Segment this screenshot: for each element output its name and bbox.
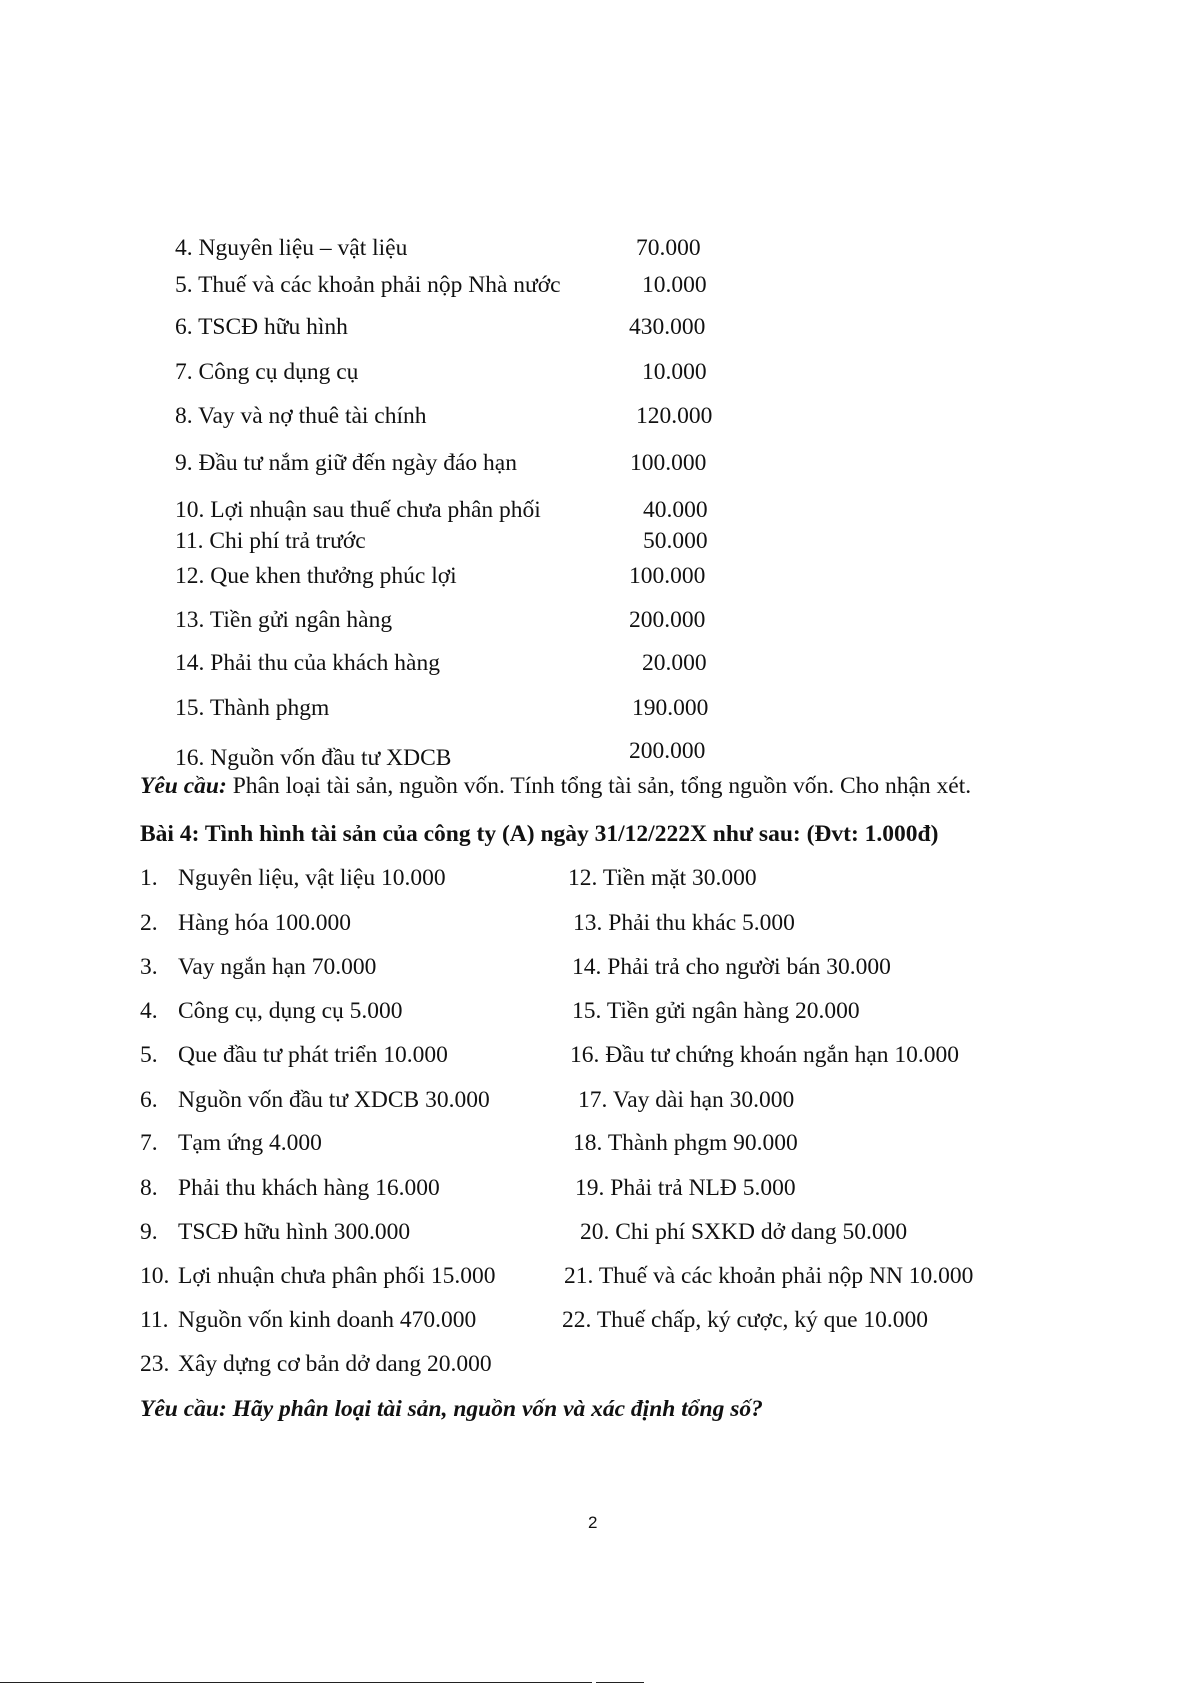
- list-item: 19. Phải trả NLĐ 5.000: [575, 1175, 796, 1201]
- list-item-value: 120.000: [636, 403, 713, 429]
- list-item-value: 70.000: [636, 235, 701, 261]
- list-item-value: 430.000: [629, 314, 706, 340]
- list-item-text: Nguồn vốn kinh doanh 470.000: [178, 1307, 477, 1333]
- requirement-text: Phân loại tài sản, nguồn vốn. Tính tổng tài sản, tổng nguồn vốn. Cho nhận xét.: [226, 773, 972, 799]
- list-item-text: Công cụ, dụng cụ 5.000: [178, 998, 403, 1024]
- list-item-value: 10.000: [642, 359, 707, 385]
- list-item-label: 11. Chi phí trả trước: [175, 528, 366, 554]
- list-item: 13. Phải thu khác 5.000: [573, 910, 795, 936]
- list-item-text: Hàng hóa 100.000: [178, 910, 351, 936]
- list-item-num: 6.: [140, 1087, 158, 1113]
- list-item: 22. Thuế chấp, ký cược, ký que 10.000: [562, 1307, 929, 1333]
- list-item: 16. Đầu tư chứng khoán ngắn hạn 10.000: [570, 1042, 960, 1068]
- bottom-rule: [596, 1682, 644, 1683]
- list-item-value: 40.000: [643, 497, 708, 523]
- list-item-value: 100.000: [630, 450, 707, 476]
- list-item-label: 15. Thành phgm: [175, 695, 330, 721]
- list-item: 20. Chi phí SXKD dở dang 50.000: [580, 1219, 908, 1245]
- page-number: 2: [588, 1513, 598, 1532]
- list-item-label: 6. TSCĐ hữu hình: [175, 314, 348, 340]
- list-item-value: 190.000: [632, 695, 709, 721]
- list-item: 18. Thành phgm 90.000: [573, 1130, 798, 1156]
- list-item: 15. Tiền gửi ngân hàng 20.000: [572, 998, 860, 1024]
- list-item-label: 8. Vay và nợ thuê tài chính: [175, 403, 427, 429]
- list-item-text: Lợi nhuận chưa phân phối 15.000: [178, 1263, 496, 1289]
- list-item-num: 23.: [140, 1351, 170, 1377]
- list-item-text: TSCĐ hữu hình 300.000: [178, 1219, 411, 1245]
- list-item: 21. Thuế và các khoản phải nộp NN 10.000: [564, 1263, 974, 1289]
- list-item-value: 200.000: [629, 607, 706, 633]
- list-item-num: 2.: [140, 910, 158, 936]
- list-item-label: 10. Lợi nhuận sau thuế chưa phân phối: [175, 497, 541, 523]
- exercise-heading: Bài 4: Tình hình tài sản của công ty (A) ngày 31/12/222X như sau: (Đvt: 1.000đ): [140, 821, 939, 847]
- list-item-value: 10.000: [642, 272, 707, 298]
- list-item-label: 9. Đầu tư nắm giữ đến ngày đáo hạn: [175, 450, 517, 476]
- list-item: 12. Tiền mặt 30.000: [568, 865, 757, 891]
- list-item-value: 200.000: [629, 738, 706, 764]
- list-item-num: 7.: [140, 1130, 158, 1156]
- list-item-text: Que đầu tư phát triển 10.000: [178, 1042, 448, 1068]
- requirement-bai4: Yêu cầu: Hãy phân loại tài sản, nguồn vốn và xác định tổng số?: [140, 1396, 763, 1422]
- list-item: 14. Phải trả cho người bán 30.000: [572, 954, 891, 980]
- list-item-text: Xây dựng cơ bản dở dang 20.000: [178, 1351, 492, 1377]
- list-item-text: Vay ngắn hạn 70.000: [178, 954, 377, 980]
- requirement-bai3: [140, 772, 971, 800]
- list-item-num: 10.: [140, 1263, 170, 1289]
- list-item-num: 9.: [140, 1219, 158, 1245]
- requirement-label: Yêu cầu:: [140, 773, 227, 799]
- list-item-label: 14. Phải thu của khách hàng: [175, 650, 440, 676]
- list-item-text: Nguyên liệu, vật liệu 10.000: [178, 865, 446, 891]
- list-item-text: Nguồn vốn đầu tư XDCB 30.000: [178, 1087, 490, 1113]
- list-item-label: 5. Thuế và các khoản phải nộp Nhà nước: [175, 272, 561, 298]
- bottom-rule: [0, 1682, 592, 1683]
- list-item: 17. Vay dài hạn 30.000: [578, 1087, 795, 1113]
- list-item-num: 11.: [140, 1307, 169, 1333]
- list-item-value: 100.000: [629, 563, 706, 589]
- list-item-num: 4.: [140, 998, 158, 1024]
- list-item-num: 8.: [140, 1175, 158, 1201]
- list-item-text: Phải thu khách hàng 16.000: [178, 1175, 440, 1201]
- list-item-num: 3.: [140, 954, 158, 980]
- list-item-value: 20.000: [642, 650, 707, 676]
- list-item-label: 7. Công cụ dụng cụ: [175, 359, 359, 385]
- list-item-num: 5.: [140, 1042, 158, 1068]
- list-item-num: 1.: [140, 865, 158, 891]
- list-item-label: 16. Nguồn vốn đầu tư XDCB: [175, 745, 452, 771]
- list-item-value: 50.000: [643, 528, 708, 554]
- list-item-text: Tạm ứng 4.000: [178, 1130, 322, 1156]
- list-item-label: 12. Que khen thưởng phúc lợi: [175, 563, 457, 589]
- list-item-label: 13. Tiền gửi ngân hàng: [175, 607, 393, 633]
- list-item-label: 4. Nguyên liệu – vật liệu: [175, 235, 408, 261]
